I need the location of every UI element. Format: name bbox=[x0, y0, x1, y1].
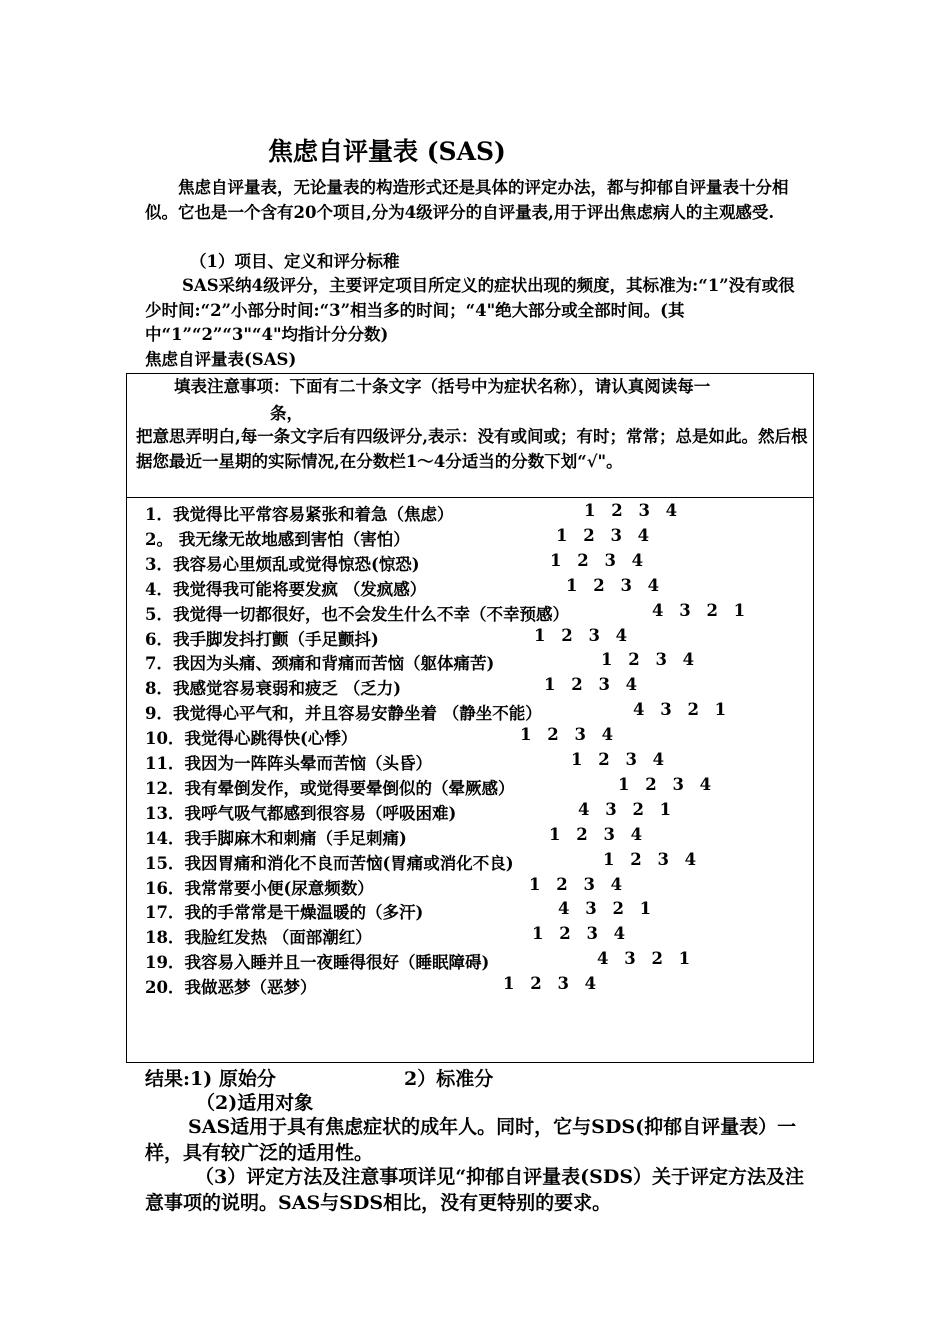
item-text: 2。 我无缘无故地感到害怕（害怕） bbox=[145, 529, 410, 549]
section3-paragraph: （3）评定方法及注意事项详见“抑郁自评量表(SDS）关于评定方法及注意事项的说明。SAS与SDS相比，没有更特别的要求。 bbox=[145, 1166, 805, 1214]
item-text: 1．我觉得比平常容易紧张和着急（焦虑） bbox=[145, 505, 454, 524]
item-scores: 1 2 3 4 bbox=[603, 849, 697, 869]
item-scores: 1 2 3 4 bbox=[566, 575, 660, 595]
instructions-line3: 把意思弄明白,每一条文字后有四级评分,表示：没有或间或；有时；常常；总是如此。然后根据您最近一星期的实际情况,在分数栏1～4分适当的分数下划“√"。 bbox=[136, 427, 808, 471]
item-text: 17．我的手常常是干燥温暖的（多汗) bbox=[145, 903, 424, 923]
instructions-line2: 条， bbox=[270, 404, 303, 423]
item-scores: 1 2 3 4 bbox=[601, 650, 695, 670]
item-text: 10．我觉得心跳得快(心悸） bbox=[145, 729, 358, 749]
item-scores: 1 2 3 4 bbox=[584, 501, 678, 520]
item-text: 14．我手脚麻木和刺痛（手足刺痛) bbox=[145, 828, 407, 848]
item-text: 8．我感觉容易衰弱和疲乏 （乏力) bbox=[145, 679, 402, 699]
result-raw-score-label: 结果:1) 原始分 bbox=[145, 1068, 276, 1090]
intro-paragraph: 焦虑自评量表，无论量表的构造形式还是具体的评定办法，都与抑郁自评量表十分相似。它也是一个含有20个项目,分为4级评分的自评量表,用于评出焦虑病人的主观感受. bbox=[145, 178, 789, 222]
item-scores: 1 2 3 4 bbox=[520, 725, 614, 745]
item-text: 5．我觉得一切都很好，也不会发生什么不幸（不幸预感） bbox=[145, 604, 569, 624]
item-text: 4．我觉得我可能将要发疯 （发疯感） bbox=[145, 579, 427, 599]
item-scores: 4 3 2 1 bbox=[633, 700, 727, 720]
item-scores: 1 2 3 4 bbox=[618, 774, 712, 794]
item-text: 11．我因为一阵阵头晕而苦恼（头昏） bbox=[145, 754, 432, 773]
item-scores: 1 2 3 4 bbox=[550, 550, 644, 570]
item-scores: 1 2 3 4 bbox=[534, 625, 628, 645]
item-scores: 1 2 3 4 bbox=[544, 675, 638, 695]
item-text: 9．我觉得心平气和，并且容易安静坐着 （静坐不能） bbox=[145, 704, 542, 724]
section2-heading: （2)适用对象 bbox=[196, 1092, 314, 1114]
item-text: 7．我因为头痛、颈痛和背痛而苦恼（躯体痛苦) bbox=[145, 654, 495, 674]
section1-heading: （1）项目、定义和评分标稚 bbox=[190, 252, 400, 271]
item-text: 18．我脸红发热 （面部潮红） bbox=[145, 928, 372, 948]
instructions-line1: 填表注意事项：下面有二十条文字（括号中为症状名称），请认真阅读每一 bbox=[174, 377, 711, 396]
item-text: 6．我手脚发抖打颤（手足颤抖) bbox=[145, 629, 379, 649]
item-scores: 1 2 3 4 bbox=[571, 750, 665, 769]
item-text: 20．我做恶梦（恶梦） bbox=[145, 978, 317, 998]
result-standard-score-label: 2）标准分 bbox=[404, 1068, 494, 1090]
item-text: 13．我呼气吸气都感到很容易（呼吸困难) bbox=[145, 803, 457, 823]
item-text: 3．我容易心里烦乱或觉得惊恐(惊恐) bbox=[145, 554, 420, 574]
scale-subtitle: 焦虑自评量表(SAS) bbox=[145, 350, 297, 369]
item-scores: 1 2 3 4 bbox=[532, 924, 626, 944]
item-scores: 4 3 2 1 bbox=[652, 600, 746, 620]
item-scores: 1 2 3 4 bbox=[556, 525, 650, 545]
item-scores: 4 3 2 1 bbox=[578, 799, 672, 819]
item-scores: 1 2 3 4 bbox=[529, 874, 623, 894]
page-title: 焦虑自评量表 (SAS) bbox=[268, 137, 506, 166]
item-text: 16．我常常要小便(尿意频数） bbox=[145, 878, 374, 898]
item-scores: 1 2 3 4 bbox=[503, 974, 597, 994]
item-scores: 1 2 3 4 bbox=[549, 824, 643, 844]
item-text: 19．我容易入睡并且一夜睡得很好（睡眠障碍) bbox=[145, 953, 490, 973]
applicability-paragraph: SAS适用于具有焦虑症状的成年人。同时，它与SDS(抑郁自评量表）一样，具有较广泛的适用性。 bbox=[145, 1116, 797, 1164]
item-scores: 4 3 2 1 bbox=[558, 899, 652, 919]
scoring-standard-paragraph: SAS采纳4级评分，主要评定项目所定义的症状出现的频度，其标准为:“1”没有或很少时间:“2”小部分时间:“3”相当多的时间；“4"绝大部分或全部时间。(其中“1”“2”“3"“4"均指计分分数) bbox=[145, 276, 795, 344]
item-text: 12．我有晕倒发作，或觉得要晕倒似的（晕厥感） bbox=[145, 778, 515, 798]
item-scores: 4 3 2 1 bbox=[597, 949, 691, 969]
item-text: 15．我因胃痛和消化不良而苦恼(胃痛或消化不良) bbox=[145, 853, 514, 873]
